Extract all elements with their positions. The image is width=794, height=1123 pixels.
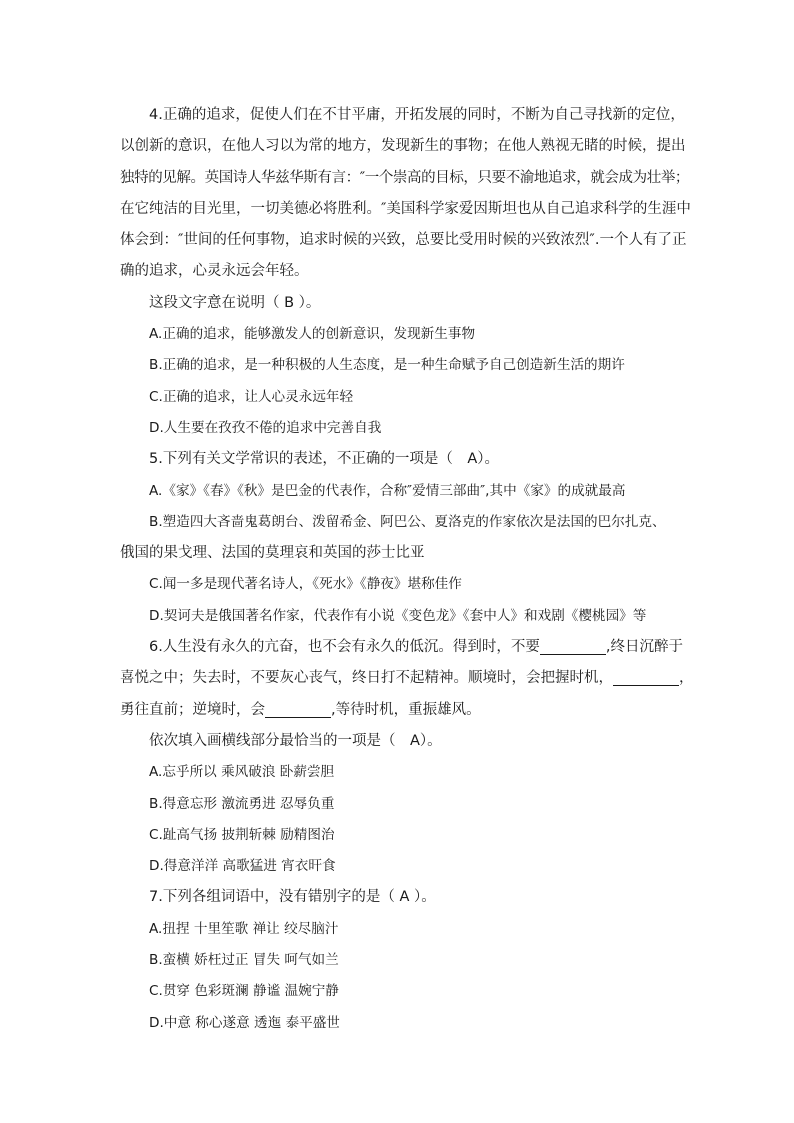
q6-option-b: B.得意忘形 激流勇进 忍辱负重: [149, 795, 335, 812]
q4-question: 这段文字意在说明（ B ）。: [149, 294, 321, 311]
q4-passage-line-5: 体会到：″世间的任何事物，追求时候的兴致，总要比受用时候的兴致浓烈″.一个人有了正: [120, 232, 687, 249]
document-body: [120, 100, 694, 1039]
q6-line1-text-a: 6.人生没有永久的亢奋，也不会有永久的低沉。得到时，不要: [149, 639, 540, 656]
q6-line2-text-a: 喜悦之中；失去时，不要灰心丧气，终日打不起精神。顺境时，会把握时机，: [120, 670, 613, 687]
q4-passage-line-3: 独特的见解。英国诗人华兹华斯有言：″一个崇高的目标，只要不渝地追求，就会成为壮举；: [120, 169, 690, 186]
q6-option-d: D.得意洋洋 高歌猛进 宵衣旰食: [149, 858, 336, 875]
q5-option-a: A.《家》《春》《秋》是巴金的代表作，合称″爱情三部曲″,其中《家》的成就最高: [149, 482, 626, 499]
q4-passage-line-1: 4.正确的追求，促使人们在不甘平庸，开拓发展的同时，不断为自己寻找新的定位，: [149, 107, 685, 123]
q7-option-a: A.扭捏 十里笙歌 禅让 绞尽脑汁: [149, 920, 339, 937]
q4-passage-line-6: 确的追求，心灵永远会年轻。: [120, 263, 309, 280]
q6-option-c: C.趾高气扬 披荆斩棘 励精图治: [149, 826, 335, 843]
q5-question: 5.下列有关文学常识的表述，不正确的一项是（ A）。: [149, 451, 500, 468]
q4-option-b: B.正确的追求，是一种积极的人生态度，是一种生命赋予自己创造新生活的期许: [149, 357, 625, 374]
q6-question: 依次填入画横线部分最恰当的一项是（ A）。: [149, 732, 442, 749]
q6-sentence-line-1: [120, 632, 683, 663]
q4-passage-line-4: 在它纯洁的目光里，一切美德必将胜利。″美国科学家爱因斯坦也从自己追求科学的生涯中: [120, 200, 691, 217]
q4-option-c: C.正确的追求，让人心灵永远年轻: [149, 388, 354, 405]
q6-sentence-line-3: [120, 695, 680, 726]
q4-option-a: A.正确的追求，能够激发人的创新意识，发现新生事物: [149, 326, 476, 343]
q7-option-c: C.贯穿 色彩斑澜 静谧 温婉宁静: [149, 983, 339, 1000]
q6-blank-1: [540, 638, 606, 655]
q4-passage-line-2: 以创新的意识，在他人习以为常的地方，发现新生的事物；在他人熟视无睹的时候，提出: [120, 138, 686, 155]
q5-option-c: C.闻一多是现代著名诗人，《死水》《静夜》堪称佳作: [149, 576, 462, 593]
q6-line1-text-b: ,终日沉醉于: [605, 639, 683, 656]
q4-option-d: D.人生要在孜孜不倦的追求中完善自我: [149, 419, 382, 436]
q7-question: 7.下列各组词语中，没有错别字的是（ A ）。: [149, 889, 436, 906]
q6-line3-text-a: 勇往直前；逆境时，会: [120, 701, 265, 718]
q5-option-d: D.契诃夫是俄国著名作家，代表作有小说《变色龙》《套中人》和戏剧《樱桃园》等: [149, 607, 647, 624]
q6-sentence-line-2: [120, 663, 694, 694]
q6-blank-3: [265, 701, 331, 718]
q5-option-b: B.塑造四大吝啬鬼葛朗台、泼留希金、阿巴公、夏洛克的作家依次是法国的巴尔扎克、: [149, 513, 666, 530]
q7-option-b: B.蛮横 娇枉过正 冒失 呵气如兰: [149, 952, 339, 969]
q6-line2-text-b: ，: [679, 670, 694, 687]
q6-line3-text-b: ,等待时机，重振雄风。: [331, 701, 481, 718]
q5-option-b-continued: 俄国的果戈理、法国的莫理哀和英国的莎士比亚: [120, 545, 425, 562]
q7-option-d: D.中意 称心遂意 透迤 泰平盛世: [149, 1014, 340, 1031]
q6-blank-2: [613, 669, 679, 686]
q6-option-a: A.忘乎所以 乘风破浪 卧薪尝胆: [149, 764, 335, 781]
